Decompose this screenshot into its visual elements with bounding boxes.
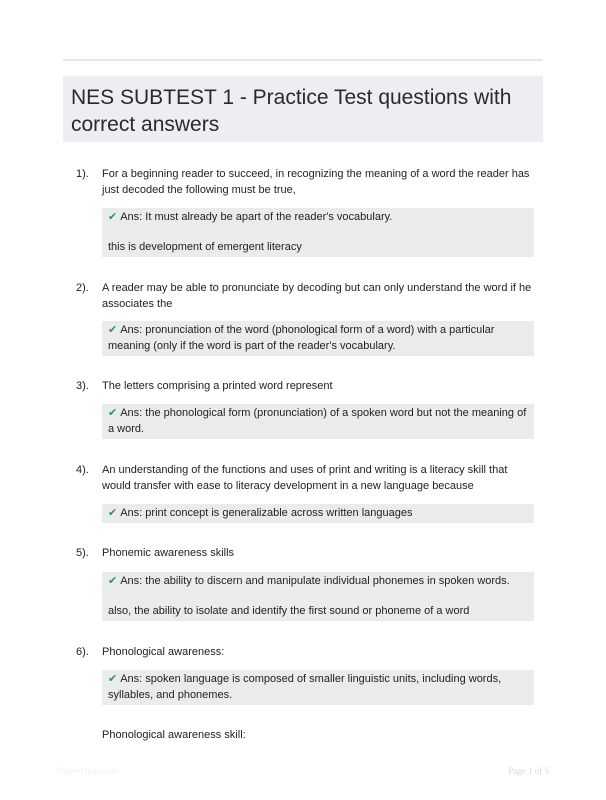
answer-box-4 bbox=[102, 504, 534, 523]
question-number: 5). bbox=[76, 547, 89, 559]
answer-text: Ans: print concept is generalizable across written languages bbox=[120, 507, 413, 519]
question-number: 6). bbox=[76, 646, 89, 658]
check-icon: ✔ bbox=[108, 407, 118, 419]
question-text: Phonemic awareness skills bbox=[102, 547, 235, 559]
question-text: A reader may be able to pronunciate by decoding but can only understand the word if he associates the bbox=[102, 282, 532, 310]
question-number: 3). bbox=[76, 380, 89, 392]
answer-text: Ans: pronunciation of the word (phonological form of a word) with a particular meaning (only if the word is part of the reader's vocabulary. bbox=[108, 324, 495, 352]
check-icon: ✔ bbox=[108, 211, 118, 223]
answer-box-5 bbox=[102, 572, 534, 621]
answer-box-2 bbox=[102, 321, 534, 356]
check-icon: ✔ bbox=[108, 324, 118, 336]
question-text: For a beginning reader to succeed, in recognizing the meaning of a word the reader has just decoded the following must be true, bbox=[102, 168, 530, 196]
answer-box-3 bbox=[102, 404, 534, 439]
followup-question-text: Phonological awareness skill: bbox=[102, 729, 246, 741]
answer-note: this is development of emergent literacy bbox=[108, 241, 302, 253]
question-text: Phonological awareness: bbox=[102, 646, 225, 658]
question-number: 1). bbox=[76, 168, 89, 180]
top-divider bbox=[63, 59, 543, 61]
answer-text: Ans: the phonological form (pronunciation) of a spoken word but not the meaning of a word. bbox=[108, 407, 527, 435]
page-number: Page 1 of 5 bbox=[508, 766, 549, 776]
title-banner bbox=[63, 76, 543, 142]
page-title: NES SUBTEST 1 - Practice Test questions with correct answers bbox=[71, 86, 512, 136]
check-icon: ✔ bbox=[108, 673, 118, 685]
answer-text: Ans: It must already be apart of the reader's vocabulary. bbox=[120, 211, 393, 223]
question-text: An understanding of the functions and uses of print and writing is a literacy skill that would transfer with ease to literacy development in a new language because bbox=[102, 464, 508, 492]
answer-note: also, the ability to isolate and identify the first sound or phoneme of a word bbox=[108, 605, 470, 617]
answer-box-6 bbox=[102, 670, 534, 705]
question-number: 2). bbox=[76, 282, 89, 294]
answer-text: Ans: the ability to discern and manipulate individual phonemes in spoken words. bbox=[120, 575, 510, 587]
check-icon: ✔ bbox=[108, 507, 118, 519]
question-number: 4). bbox=[76, 464, 89, 476]
footer-watermark: PaperHelp.com bbox=[57, 766, 120, 776]
answer-text: Ans: spoken language is composed of smaller linguistic units, including words, syllables, and phonemes. bbox=[108, 673, 502, 701]
check-icon: ✔ bbox=[108, 575, 118, 587]
answer-box-1 bbox=[102, 208, 534, 257]
question-text: The letters comprising a printed word represent bbox=[102, 380, 333, 392]
